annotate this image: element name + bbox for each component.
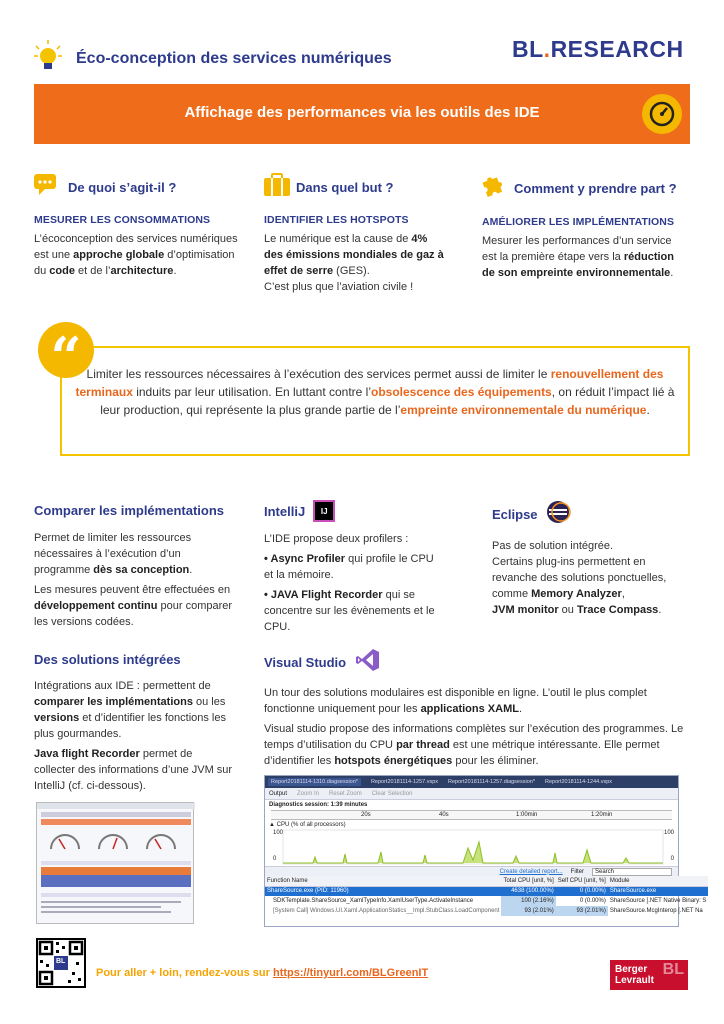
visualstudio-section — [264, 648, 684, 773]
table-row[interactable] — [265, 906, 708, 916]
jfr-screenshot — [36, 802, 194, 924]
compare-section — [34, 503, 234, 634]
ruler-tick: 1:00min — [516, 812, 538, 818]
speedometer-icon — [642, 94, 682, 134]
table-cell: ShareSource.McgInterop [.NET Na — [609, 908, 703, 914]
section-text: Pas de solution intégrée. Certains plug-ins permettent en revanche des solutions ponctuelles, comme Memory Analyzer, JVM monitor ou Trace Compass. — [492, 540, 667, 616]
intellij-section — [264, 500, 444, 639]
table-cell: 93 (2.01%) — [501, 906, 555, 916]
clear-selection-button[interactable]: Clear Selection — [371, 790, 413, 797]
y-axis-max: 100 — [273, 830, 284, 836]
column-text: Le numérique est la cause de 4% des émissions mondiales de gaz à effet de serre (GES). C’est plus que l’aviation civile ! — [264, 233, 444, 293]
table-cell: SDKTemplate.ShareSource_XamlTypeInfo.XamlUserType.ActivateInstance — [273, 898, 474, 904]
ruler-tick: 1:20min — [591, 812, 613, 818]
section-text: Intégrations aux IDE : permettent de comparer les implémentations ou les versions et d’identifier les fonctions les plus gourmandes. Java flight Recorder permet de collecter des informations d’une JVM sur IntelliJ (cf. ci-dessous). — [34, 680, 233, 792]
column-subheading: IDENTIFIER LES HOTSPOTS — [264, 214, 409, 226]
vs-tab[interactable]: Report20181114-1257.vspx — [370, 779, 439, 785]
section-title: Visual Studio — [264, 655, 347, 670]
vs-report-bar — [265, 866, 678, 876]
quote-icon: “ — [38, 322, 94, 378]
table-cell: ShareSource.exe — [608, 886, 709, 896]
lightbulb-icon — [34, 40, 62, 79]
berger-levrault-logo: Berger Levrault BL — [610, 960, 688, 990]
qr-label: BL — [56, 958, 66, 965]
page-title: Éco-conception des services numériques — [76, 50, 392, 67]
vs-tab[interactable]: Report20181114-1244.vspx — [544, 779, 613, 785]
column-heading: Dans quel but ? — [296, 180, 394, 195]
column-text: L’écoconception des services numériques est une approche globale d’optimisation du code et de l’architecture. — [34, 233, 238, 277]
puzzle-icon — [482, 174, 508, 203]
y-axis-min-right: 0 — [670, 856, 674, 862]
briefcase-icon — [264, 174, 290, 201]
table-cell: 93 (2.01%) — [556, 906, 608, 916]
table-cell: [System Call] Windows.UI.Xaml.ApplicationStatics__Impl.StubClass.LoadComponent — [273, 908, 500, 914]
table-cell: ShareSource.exe (PID: 11960) — [265, 886, 501, 896]
filter-button[interactable]: Filter — [570, 868, 584, 875]
function-table — [265, 876, 708, 916]
timeline-ruler — [271, 810, 672, 820]
column-text: Mesurer les performances d’un service est la première étape vers la réduction de son empreinte environnementale. — [482, 235, 674, 279]
column-heading: De quoi s’agit-il ? — [68, 180, 177, 195]
visual-studio-icon — [356, 648, 380, 677]
chat-icon — [34, 174, 62, 201]
section-title: IntelliJ — [264, 503, 306, 519]
vs-tab-bar — [265, 776, 678, 788]
column-header[interactable]: Self CPU [unit, %] — [556, 876, 608, 886]
session-label: Diagnostics session: 1:39 minutes — [269, 802, 368, 808]
create-report-link[interactable]: Create detailed report... — [499, 868, 563, 875]
column-what — [34, 174, 249, 279]
qr-code[interactable] — [36, 938, 86, 988]
ruler-tick: 20s — [361, 812, 371, 818]
table-cell: 100 (2.16%) — [501, 896, 555, 906]
cpu-graph — [265, 822, 678, 866]
footer-link[interactable]: https://tinyurl.com/BLGreenIT — [272, 967, 429, 979]
footer-text: Pour aller + loin, rendez-vous sur https://tinyurl.com/BLGreenIT — [96, 967, 429, 979]
table-row[interactable] — [265, 896, 708, 906]
table-cell: 0 (0.00%) — [579, 898, 606, 904]
column-header[interactable]: Total CPU [unit, %] — [501, 876, 555, 886]
section-text: L’IDE propose deux profilers : • Async Profiler qui profile le CPU et la mémoire. • JAVA Flight Recorder qui se concentre sur les évènements et le CPU. — [264, 533, 435, 633]
search-input[interactable]: Search — [592, 868, 672, 876]
column-how — [482, 174, 687, 281]
intellij-icon: IJ — [313, 500, 335, 522]
y-axis-min: 0 — [273, 856, 277, 862]
eclipse-section — [492, 500, 692, 618]
vs-diagnostics-screenshot — [264, 775, 707, 927]
table-row[interactable] — [265, 886, 708, 896]
column-subheading: AMÉLIORER LES IMPLÉMENTATIONS — [482, 216, 675, 228]
column-subheading: MESURER LES CONSOMMATIONS — [34, 214, 211, 226]
section-title: Des solutions intégrées — [34, 652, 181, 667]
output-button[interactable]: Output — [269, 790, 288, 797]
vs-toolbar — [265, 788, 678, 800]
quote-text: Limiter les ressources nécessaires à l’exécution des services permet aussi de limiter le renouvellement des terminaux induits par leur utilisation. En luttant contre l’obsolescence des équipements, on réduit l’impact lié à leur production, qui représente la plus grande partie de l’empreinte environnementale du numérique. — [75, 367, 675, 417]
cpu-usage-line — [283, 830, 663, 864]
integrated-section — [34, 652, 234, 798]
column-header[interactable]: Module — [608, 876, 709, 886]
column-why — [264, 174, 449, 295]
zoom-in-button[interactable]: Zoom In — [297, 790, 320, 797]
eclipse-icon — [546, 500, 570, 529]
banner-title: Affichage des performances via les outils des IDE — [184, 104, 540, 121]
y-axis-max-right: 100 — [663, 830, 674, 836]
table-cell: 4638 (100.00%) — [501, 886, 555, 896]
cpu-label: ▲ CPU (% of all processors) — [269, 822, 346, 828]
table-cell: 0 (0.00%) — [556, 886, 608, 896]
table-cell: ShareSource [.NET Native Binary: S — [609, 898, 707, 904]
bl-research-logo: BL.RESEARCH — [512, 36, 684, 62]
column-heading: Comment y prendre part ? — [514, 181, 677, 196]
ruler-tick: 40s — [439, 812, 449, 818]
vs-tab[interactable]: Report20181114-1310.diagsession* — [268, 778, 361, 786]
vs-tab[interactable]: Report20181114-1257.diagsession* — [448, 779, 535, 785]
column-header[interactable]: Function Name — [265, 876, 501, 886]
section-text: Permet de limiter les ressources nécessaires à l’exécution d’un programme dès sa conception. Les mesures peuvent être effectuées en développement continu pour comparer les versions codées. — [34, 532, 233, 628]
section-text: Un tour des solutions modulaires est disponible en ligne. L’outil le plus complet fonctionne uniquement pour les applications XAML. Visual studio propose des informations complètes sur l’exécution des programmes. Le temps d’utilisation du CPU par thread est une métrique intéressante. Elle permet d’identifier les hotspots énergétiques pour les éliminer. — [264, 687, 684, 767]
banner — [34, 84, 690, 144]
reset-zoom-button[interactable]: Reset Zoom — [329, 790, 362, 797]
section-title: Eclipse — [492, 507, 538, 522]
section-title: Comparer les implémentations — [34, 503, 224, 518]
